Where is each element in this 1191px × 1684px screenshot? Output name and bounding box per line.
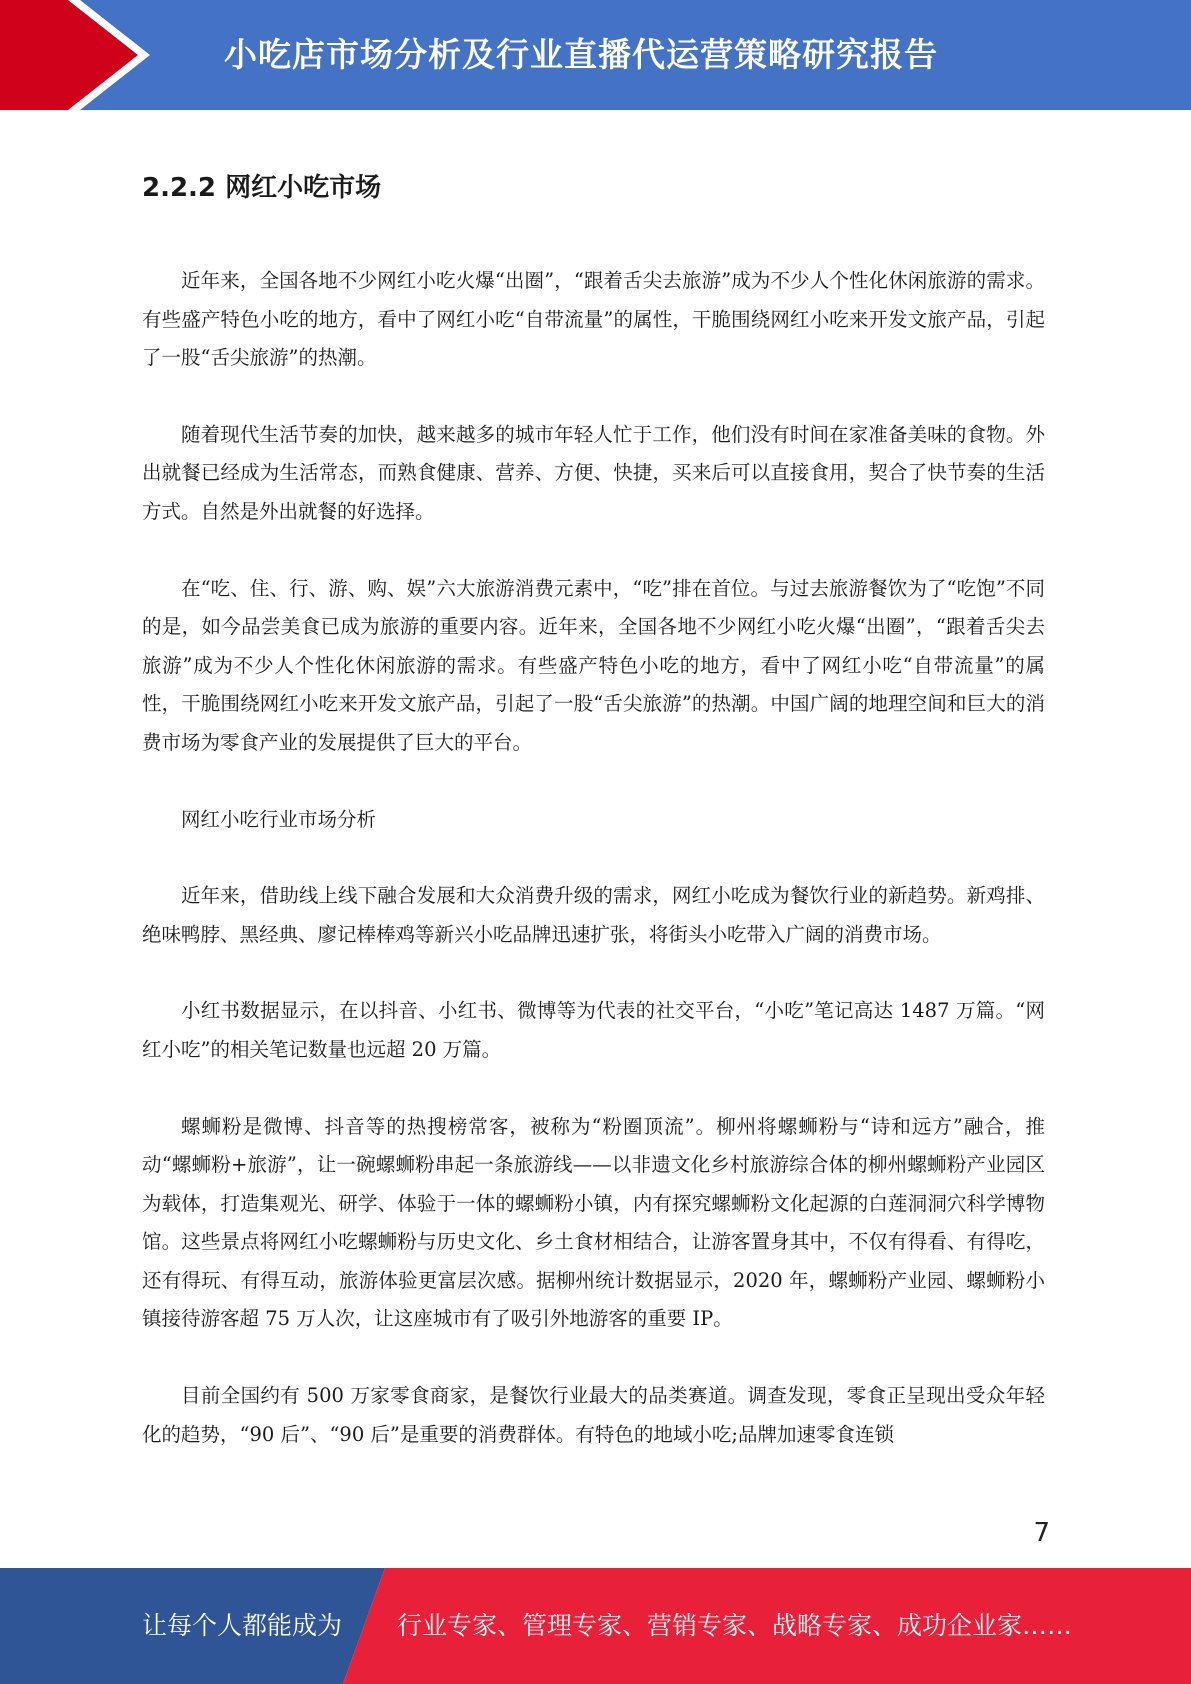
paragraph: 近年来，借助线上线下融合发展和大众消费升级的需求，网红小吃成为餐饮行业的新趋势。新鸡排、绝味鸭脖、黑经典、廖记棒棒鸡等新兴小吃品牌迅速扩张，将街头小吃带入广阔的消费市场。 xyxy=(142,884,1045,946)
section-heading: 2.2.2 网红小吃市场 xyxy=(142,173,382,203)
document-body xyxy=(142,168,1045,1492)
paragraph: 近年来，全国各地不少网红小吃火爆“出圈”，“跟着舌尖去旅游”成为不少人个性化休闲旅游的需求。有些盛产特色小吃的地方，看中了网红小吃“自带流量”的属性，干脆围绕网红小吃来开发文旅产品，引起了一股“舌尖旅游”的热潮。 xyxy=(142,269,1045,370)
footer-slogan-left: 让每个人都能成为 xyxy=(142,1611,343,1640)
page-number: 7 xyxy=(1033,1518,1050,1548)
report-title: 小吃店市场分析及行业直播代运营策略研究报告 xyxy=(224,35,938,74)
paragraph: 小红书数据显示，在以抖音、小红书、微博等为代表的社交平台，“小吃”笔记高达 1487 万篇。“网红小吃”的相关笔记数量也远超 20 万篇。 xyxy=(142,999,1045,1061)
subheading: 网红小吃行业市场分析 xyxy=(181,807,377,831)
paragraph: 目前全国约有 500 万家零食商家，是餐饮行业最大的品类赛道。调查发现，零食正呈现出受众年轻化的趋势，“90 后”、“90 后”是重要的消费群体。有特色的地域小吃;品牌加速零食连锁 xyxy=(142,1384,1045,1446)
paragraph: 随着现代生活节奏的加快，越来越多的城市年轻人忙于工作，他们没有时间在家准备美味的食物。外出就餐已经成为生活常态，而熟食健康、营养、方便、快捷，买来后可以直接食用，契合了快节奏的生活方式。自然是外出就餐的好选择。 xyxy=(142,422,1045,523)
paragraph: 在“吃、住、行、游、购、娱”六大旅游消费元素中，“吃”排在首位。与过去旅游餐饮为了“吃饱”不同的是，如今品尝美食已成为旅游的重要内容。近年来，全国各地不少网红小吃火爆“出圈”，“跟着舌尖去旅游”成为不少人个性化休闲旅游的需求。有些盛产特色小吃的地方，看中了网红小吃“自带流量”的属性，干脆围绕网红小吃来开发文旅产品，引起了一股“舌尖旅游”的热潮。中国广阔的地理空间和巨大的消费市场为零食产业的发展提供了巨大的平台。 xyxy=(142,576,1045,754)
header-red-chevron xyxy=(0,0,160,110)
footer-slogan-right: 行业专家、管理专家、营销专家、战略专家、成功企业家…… xyxy=(397,1611,1073,1640)
footer-banner xyxy=(0,1568,1191,1684)
header-banner xyxy=(0,0,1191,110)
paragraph: 螺蛳粉是微博、抖音等的热搜榜常客，被称为“粉圈顶流”。柳州将螺蛳粉与“诗和远方”融合，推动“螺蛳粉+旅游”，让一碗螺蛳粉串起一条旅游线——以非遗文化乡村旅游综合体的柳州螺蛳粉产业园区为载体，打造集观光、研学、体验于一体的螺蛳粉小镇，内有探究螺蛳粉文化起源的白莲洞洞穴科学博物馆。这些景点将网红小吃螺蛳粉与历史文化、乡土食材相结合，让游客置身其中，不仅有得看、有得吃，还有得玩、有得互动，旅游体验更富层次感。据柳州统计数据显示，2020 年，螺蛳粉产业园、螺蛳粉小镇接待游客超 75 万人次，让这座城市有了吸引外地游客的重要 IP。 xyxy=(142,1114,1045,1331)
